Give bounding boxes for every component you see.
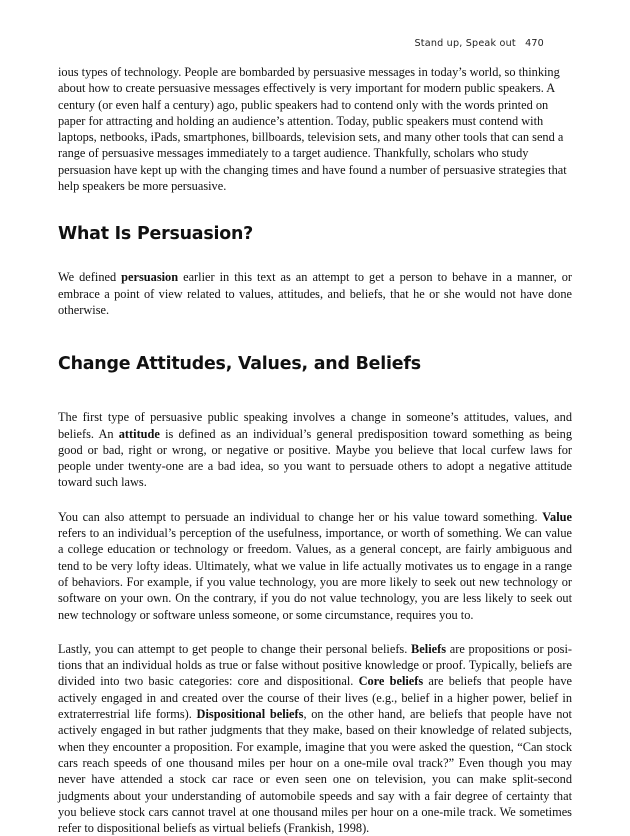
page-body [58, 64, 572, 836]
term-dispositional-beliefs: Dispositional beliefs [196, 707, 304, 722]
text-span: Lastly, you can attempt to get people to change their personal beliefs. [58, 641, 412, 656]
term-persuasion: persuasion [121, 270, 179, 285]
attitude-paragraph [58, 409, 572, 490]
text-span: earlier in this text as an attempt to get a person to behave in a manner, or embrace a point of view related to values, attitudes, and beliefs, that he or she would not have done otherwise. [58, 270, 573, 317]
persuasion-definition-paragraph [58, 269, 572, 318]
term-core-beliefs: Core beliefs [358, 674, 424, 689]
intro-paragraph: ious types of technology. People are bombarded by persuasive messages in today’s world, so thinking about how to create persuasive messages effectively is very important for modern public speakers. A century (or even half a century) ago, public speakers had to contend only with the words printed on paper for attracting and holding an audience’s attention. Today, public speakers must contend with laptops, netbooks, iPads, smartphones, billboards, television sets, and many other tools that can send a range of persuasive messages immediately to a target audience. Thankfully, scholars who study persuasion have kept up with the changing times and have found a number of persuasive strategies that help speakers be more persuasive. [58, 65, 567, 194]
text-span: are beliefs that people have actively engaged in and created over the course of their lives (e.g., belief in a higher power, belief in extraterrestrial life forms). [58, 674, 572, 722]
text-span: refers to an individual’s perception of the usefulness, importance, or worth of something. We can value a college education or technology or freedom. Values, as a general concept, are fairly ambiguous and tend to be very lofty ideas. Ultimately, what we value in life actually motivates us to engage in a range of behaviors. For example, if you value technology, you are more likely to seek out new technology or software on your own. On the contrary, if you do not value technology, you are less likely to seek out new technology or software unless someone, or some circumstance, requires you to. [58, 526, 572, 622]
text-span: We defined [58, 270, 122, 285]
beliefs-paragraph [58, 641, 572, 836]
running-header [415, 38, 544, 49]
heading-change-attitudes: Change Attitudes, Values, and Beliefs [58, 354, 421, 375]
value-paragraph [58, 509, 572, 623]
text-span: are propositions or positions that an individual holds as true or false without positive knowledge or proof. Typically, beliefs are divided into two basic categories: core and dispositional. [58, 641, 572, 689]
term-value: Value [542, 509, 572, 524]
text-span: You can also attempt to persuade an individual to change her or his value toward something. [58, 509, 543, 524]
heading-what-is-persuasion: What Is Persuasion? [58, 224, 254, 245]
text-span: The first type of persuasive public speaking involves a change in someone’s attitudes, values, and beliefs. An [58, 410, 572, 441]
running-title: Stand up, Speak out [414, 38, 516, 49]
term-attitude: attitude [118, 426, 160, 441]
text-span: is defined as an individual’s general predisposition toward something as being good or bad, right or wrong, or negative or positive. Maybe you believe that local curfew laws for people under twenty-one are a bad idea, so you want to persuade others to adopt a negative attitude toward such laws. [58, 426, 572, 490]
term-beliefs: Beliefs [411, 641, 447, 656]
text-span: , on the other hand, are beliefs that people have not actively engaged in but rather judgments that they make, based on their knowledge of related subjects, when they encounter a proposition. For example, imagine that you were asked the question, “Can stock cars reach speeds of one thousand miles per hour on a one-mile oval track?” Even though you may never have attended a stock car race or even seen one on television, you can make split-second judgments about your understanding of automobile speeds and say with a fair degree of certainty that you believe stock cars cannot travel at one thousand miles per hour on a one-mile track. We sometimes refer to dispositional beliefs as virtual beliefs (Frankish, 1998). [58, 707, 572, 836]
page-number: 470 [525, 38, 544, 49]
